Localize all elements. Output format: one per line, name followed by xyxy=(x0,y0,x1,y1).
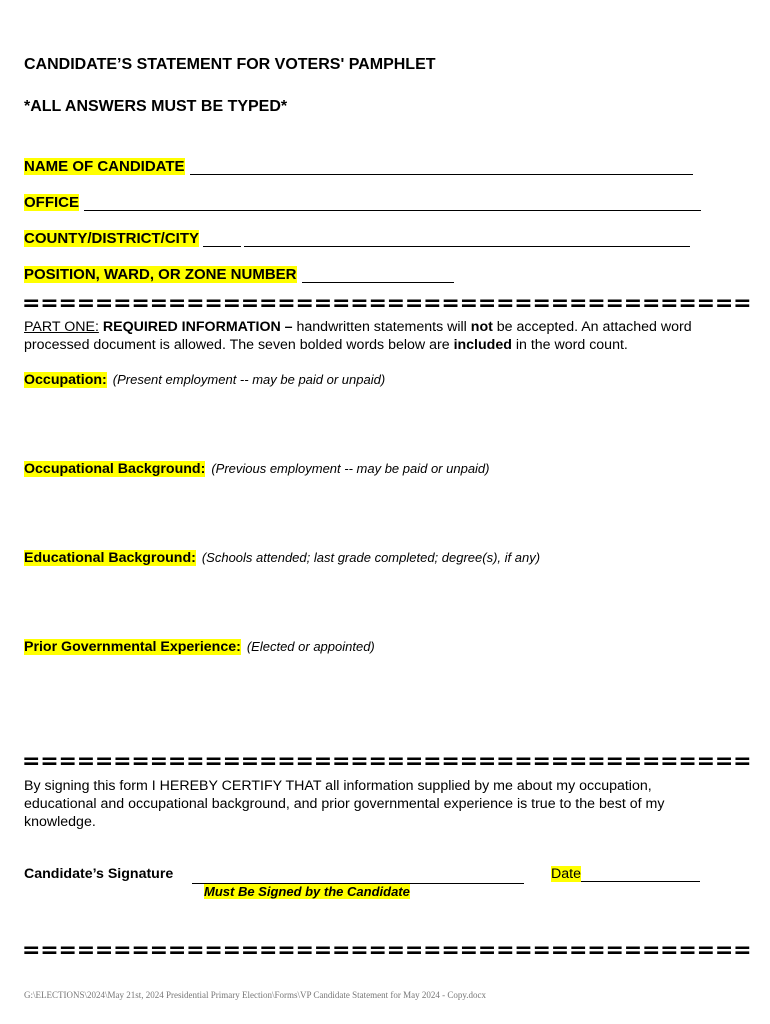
prior-governmental-experience-label: Prior Governmental Experience: xyxy=(24,639,241,655)
date-field[interactable] xyxy=(551,866,700,882)
occupational-background-section xyxy=(24,461,490,477)
prior-governmental-experience-section xyxy=(24,639,375,655)
educational-background-label: Educational Background: xyxy=(24,550,196,566)
educational-background-section xyxy=(24,550,540,566)
part-one-text xyxy=(24,318,724,354)
separator-2: ======================================== xyxy=(22,749,752,774)
occupation-label: Occupation: xyxy=(24,372,107,388)
county-field[interactable] xyxy=(24,230,690,247)
separator-3: ======================================== xyxy=(22,938,752,963)
county-field-short-line[interactable] xyxy=(203,232,241,247)
occupation-hint: (Present employment -- may be paid or unpaid) xyxy=(112,372,386,387)
date-label: Date xyxy=(551,866,581,882)
certification-text: By signing this form I HEREBY CERTIFY THAT all information supplied by me about my occupation, educational and occupational background, and prior governmental experience is true to the best of my knowledge. xyxy=(24,778,665,830)
signature-label: Candidate’s Signature xyxy=(24,866,174,882)
part-one-text-3: in the word count. xyxy=(511,337,628,353)
position-field[interactable] xyxy=(24,266,454,283)
county-field-label: COUNTY/DISTRICT/CITY xyxy=(24,230,199,247)
occupational-background-label: Occupational Background: xyxy=(24,461,206,477)
name-field-label: NAME OF CANDIDATE xyxy=(24,158,185,175)
signature-note: Must Be Signed by the Candidate xyxy=(204,884,410,899)
occupational-background-hint: (Previous employment -- may be paid or unpaid) xyxy=(211,461,490,476)
file-path-footer: G:\ELECTIONS\2024\May 21st, 2024 Presidential Primary Election\Forms\VP Candidate Statement for May 2024 - Copy.docx xyxy=(24,990,487,1000)
occupation-section xyxy=(24,372,385,388)
office-field-line[interactable] xyxy=(84,196,701,211)
part-one-not: not xyxy=(470,319,493,335)
signature-line[interactable] xyxy=(192,867,524,884)
position-field-line[interactable] xyxy=(302,268,454,283)
office-field-label: OFFICE xyxy=(24,194,79,211)
part-one-label: PART ONE: xyxy=(24,319,99,335)
part-one-included: included xyxy=(453,337,512,353)
required-information: REQUIRED INFORMATION – xyxy=(102,319,293,335)
part-one-text-2: be accepted. An attached word processed document is allowed. The seven bolded words below are xyxy=(24,319,692,353)
name-field-line[interactable] xyxy=(190,160,693,175)
prior-governmental-experience-hint: (Elected or appointed) xyxy=(246,639,375,654)
form-subtitle: *ALL ANSWERS MUST BE TYPED* xyxy=(24,98,288,115)
form-title: CANDIDATE’S STATEMENT FOR VOTERS' PAMPHLET xyxy=(24,56,436,73)
date-line[interactable] xyxy=(581,867,700,882)
part-one-text-1: handwritten statements will xyxy=(292,319,471,335)
office-field[interactable] xyxy=(24,194,701,211)
county-field-line[interactable] xyxy=(244,232,690,247)
name-field[interactable] xyxy=(24,158,693,175)
separator-1: ======================================== xyxy=(22,291,752,316)
position-field-label: POSITION, WARD, OR ZONE NUMBER xyxy=(24,266,297,283)
educational-background-hint: (Schools attended; last grade completed; degree(s), if any) xyxy=(201,550,541,565)
